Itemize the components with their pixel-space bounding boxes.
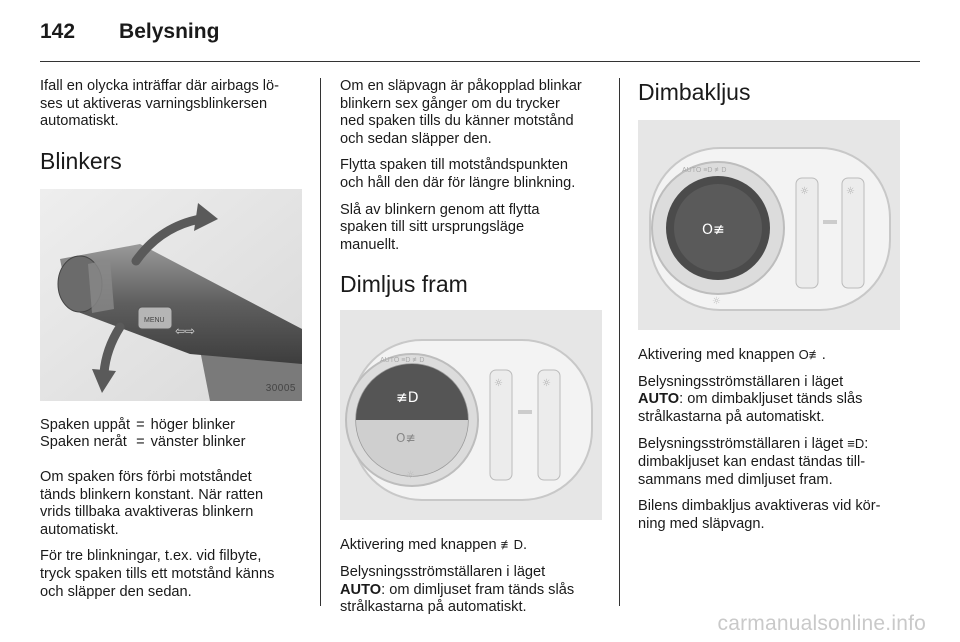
column-divider — [320, 78, 321, 606]
svg-text:O≢: O≢ — [396, 431, 416, 446]
turn-signal-stalk-illustration — [40, 189, 302, 401]
watermark: carmanualsonline.info — [717, 612, 926, 635]
rear-fog-figure — [638, 120, 900, 330]
rear-fog-activation: Aktivering med knappen O≢. — [638, 347, 826, 363]
svg-text:☼: ☼ — [542, 378, 551, 390]
section-heading-rear-fog: Dimbakljus — [638, 79, 751, 105]
svg-text:☼: ☼ — [406, 470, 415, 482]
column-3 — [638, 78, 906, 542]
page-header — [40, 20, 219, 44]
paragraph-turn-off: Slå av blinkern genom att flytta spaken till sitt ursprungsläge manuellt. — [340, 201, 540, 253]
intro-paragraph: Ifall en olycka inträffar där airbags lö- ses ut aktiveras varningsblinkersen automatiskt. — [40, 78, 280, 130]
paragraph-long-blink: Flytta spaken till motståndspunkten och håll den där för längre blinkning. — [340, 157, 576, 191]
rear-fog-light-icon: O≢ — [798, 347, 822, 362]
header-rule — [40, 61, 920, 62]
low-beam-icon: ≡D — [847, 436, 865, 452]
paragraph-three-blinks: För tre blinkningar, t.ex. vid filbyte, tryck spaken tills ett motstånd känns och släpper den sedan. — [40, 548, 275, 600]
front-fog-figure — [340, 310, 602, 520]
svg-text:O≢: O≢ — [702, 222, 725, 238]
front-fog-auto-paragraph: Belysningsströmställaren i läget AUTO: om dimljuset fram tänds slås strålkastarna på automatiskt. — [340, 563, 575, 616]
svg-text:☼: ☼ — [846, 186, 855, 197]
rear-fog-lowbeam-paragraph: Belysningsströmställaren i läget ≡D: dimbakljuset kan endast tändas till- sammans med dimljuset fram. — [638, 436, 869, 488]
rear-fog-auto-paragraph: Belysningsströmställaren i läget AUTO: om dimbakljuset tänds slås strålkastarna på automatiskt. — [638, 373, 863, 425]
definition-table — [40, 417, 246, 452]
definition-row: Spaken neråt = vänster blinker — [40, 434, 246, 451]
light-switch-front-fog-illustration — [340, 310, 602, 520]
light-switch-rear-fog-illustration — [638, 120, 900, 330]
svg-text:≢D: ≢D — [396, 390, 419, 407]
rear-fog-trailer-paragraph: Bilens dimbakljus avaktiveras vid kör- ning med släpvagn. — [638, 498, 881, 532]
svg-text:AUTO ≡D ≢D: AUTO ≡D ≢D — [682, 167, 727, 174]
turn-signal-figure — [40, 189, 302, 401]
svg-text:⇦⇨: ⇦⇨ — [175, 323, 196, 338]
svg-text:AUTO ≡D ≢D: AUTO ≡D ≢D — [380, 357, 425, 365]
svg-text:☼: ☼ — [800, 186, 809, 197]
column-2 — [340, 78, 608, 626]
svg-text:☼: ☼ — [494, 378, 503, 390]
svg-text:MENU: MENU — [144, 316, 165, 324]
svg-text:☼: ☼ — [712, 296, 721, 307]
chapter-title: Belysning — [119, 20, 220, 43]
auto-label: AUTO — [340, 581, 382, 598]
column-1 — [40, 78, 308, 610]
front-fog-activation: Aktivering med knappen ≢D. — [340, 537, 528, 554]
front-fog-light-icon: ≢D — [500, 537, 524, 553]
page-number: 142 — [40, 20, 76, 43]
definition-row: Spaken uppåt = höger blinker — [40, 416, 235, 433]
column-divider — [619, 78, 620, 606]
section-heading-front-fog: Dimljus fram — [340, 271, 468, 298]
figure-number: 30005 — [265, 383, 296, 395]
paragraph-constant-signal: Om spaken förs förbi motståndet tänds blinkern konstant. När ratten vrids tillbaka avaktiveras blinkern automatiskt. — [40, 468, 264, 538]
paragraph-trailer-blinks: Om en släpvagn är påkopplad blinkar blinkern sex gånger om du trycker ned spaken tills du känner motstånd och sedan släpper den. — [340, 78, 582, 147]
auto-label: AUTO — [638, 391, 680, 408]
section-heading-blinkers: Blinkers — [40, 147, 122, 174]
